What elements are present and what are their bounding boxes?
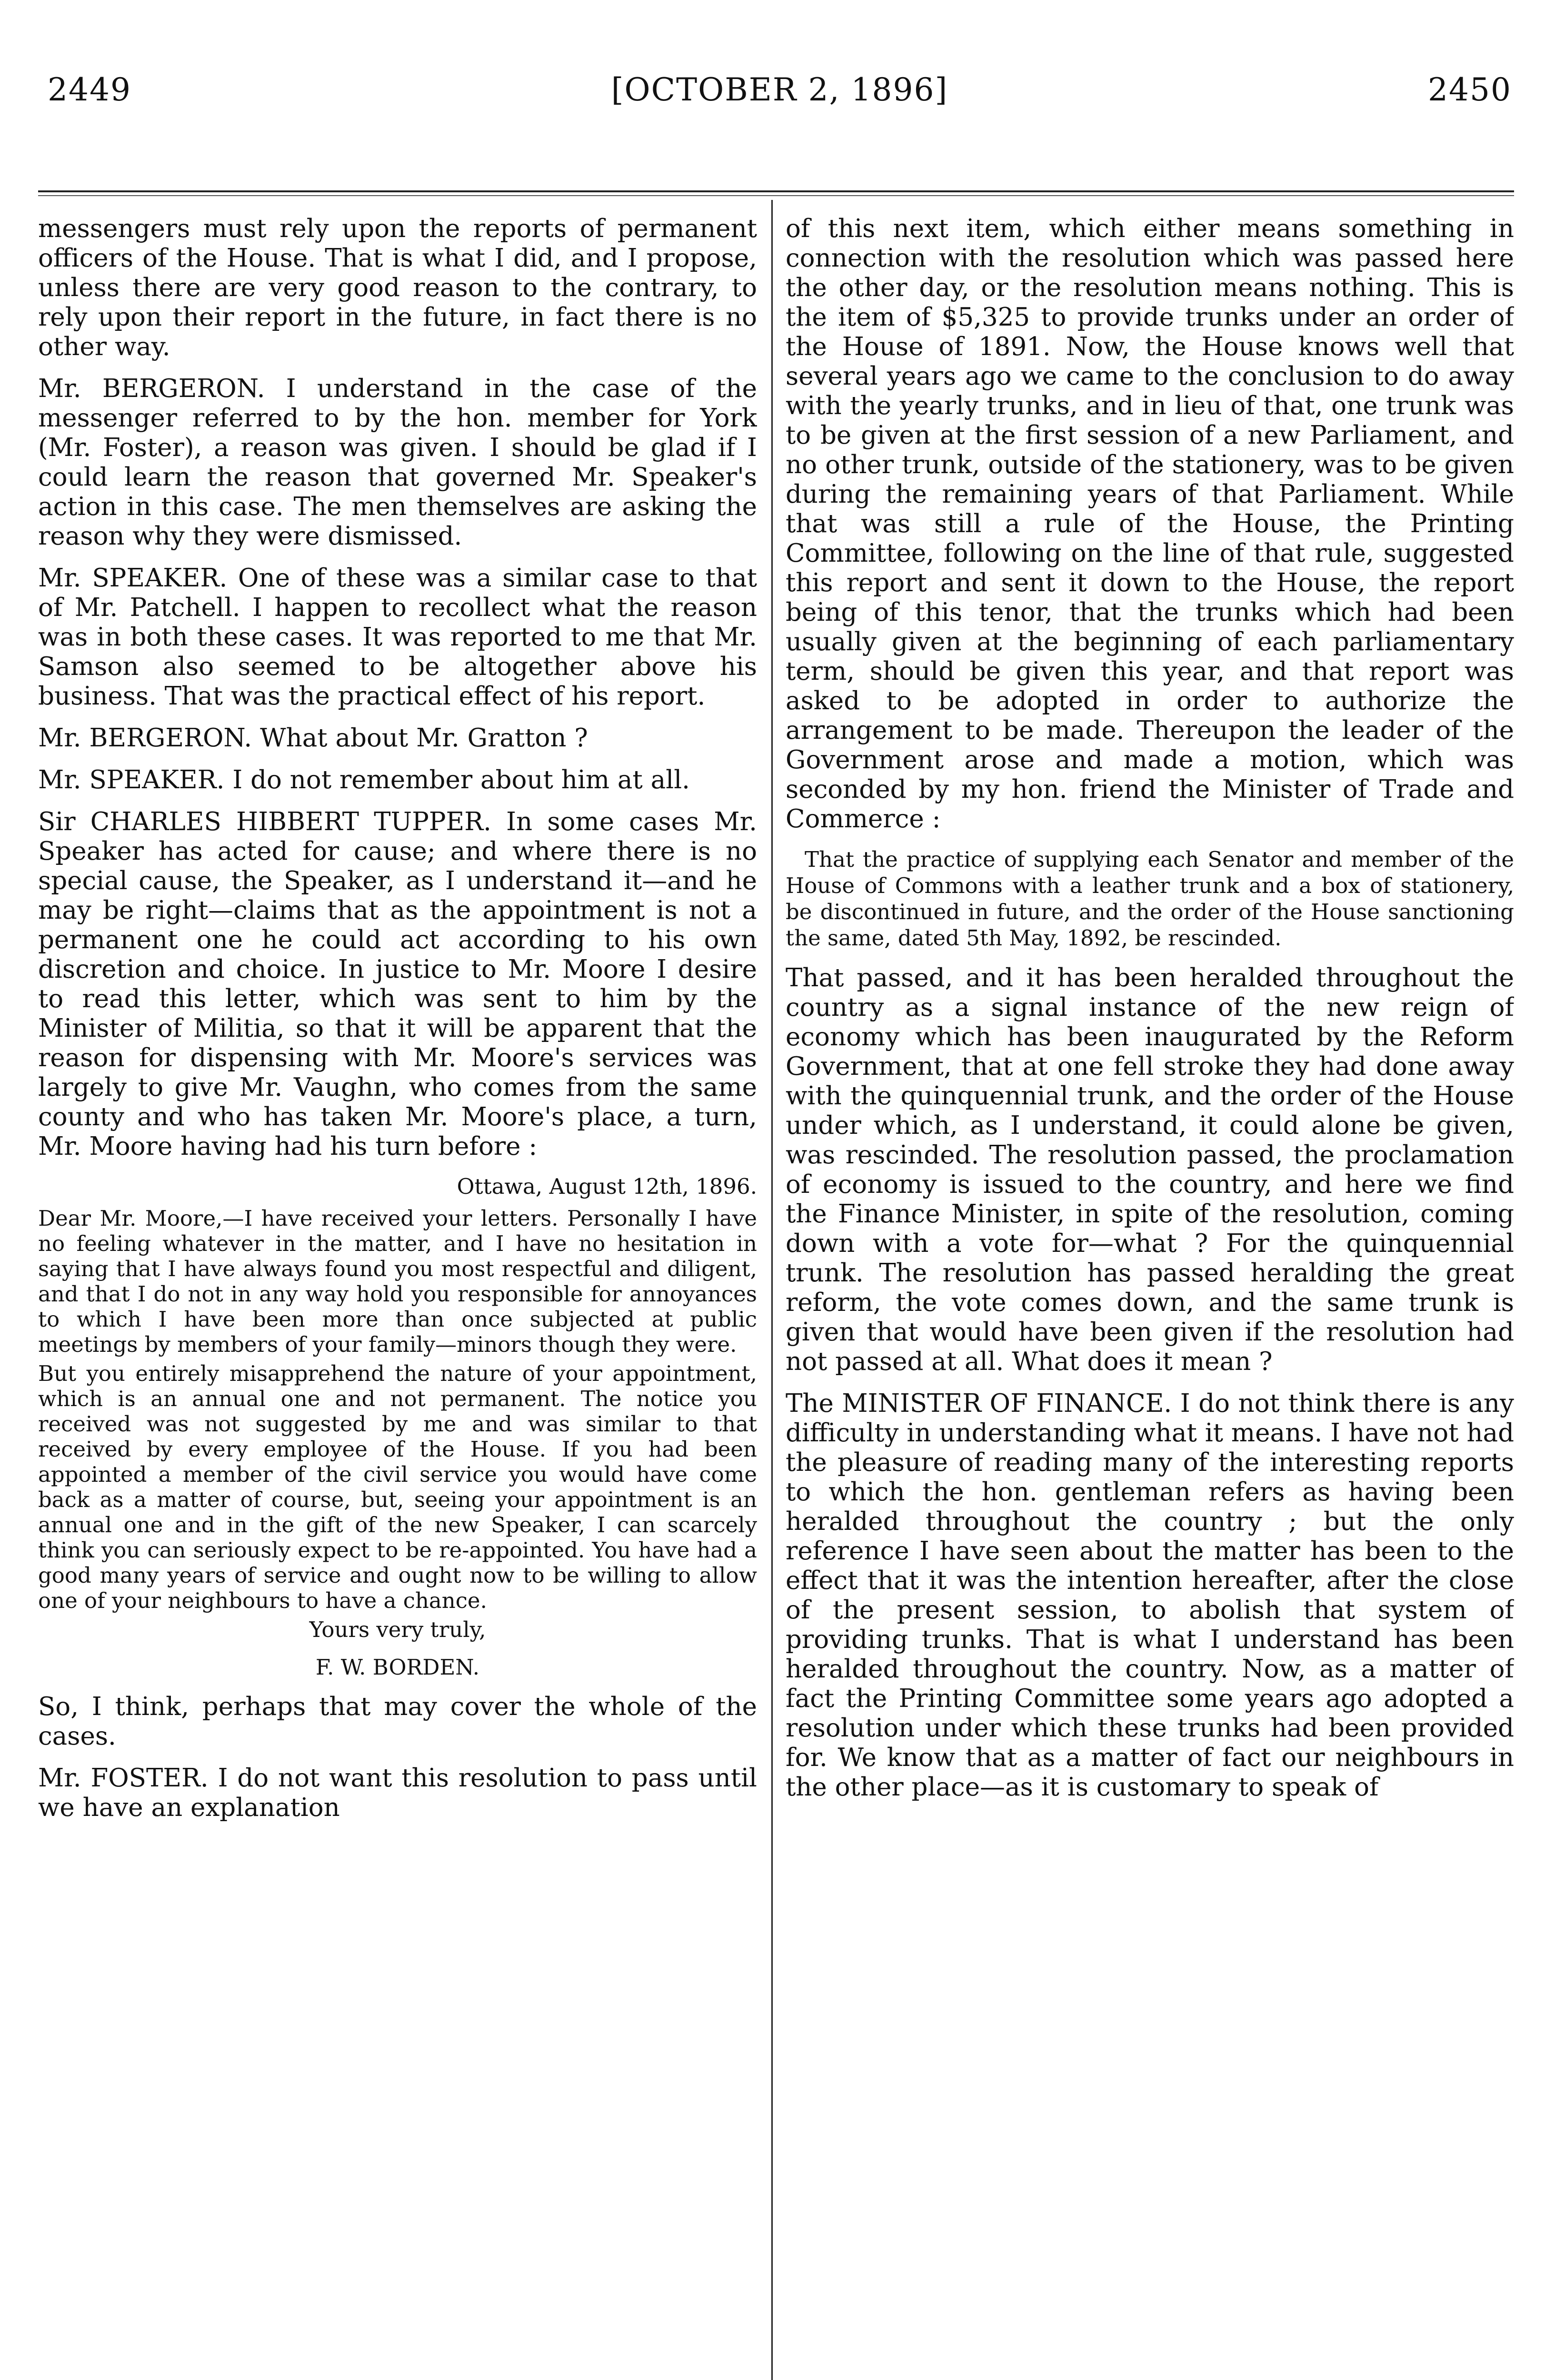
quoted-resolution: That the practice of supplying each Senator and member of the House of Commons with a leather trunk and a box of stationery, be discontinued in future, and the order of the House sanctioning the same, dated 5th May, 1892, be rescinded. <box>786 847 1514 951</box>
speech-text: In some cases Mr. Speaker has acted for cause; and where there is no special cause, the Speaker, as I understand it—and he may be right—claims that as the appointment is not a permanent one he could act according to his own discretion and choice. In justice to Mr. Moore I desire to read this letter, which was sent to him by the Minister of Militia, so that it will be apparent that the reason for dispensing with Mr. Moore's services was largely to give Mr. Vaughn, who comes from the same county and who has taken Mr. Moore's place, a turn, Mr. Moore having had his turn before : <box>38 807 757 1161</box>
letter-closing: Yours very truly, <box>309 1617 486 1642</box>
header-rule <box>38 190 1514 192</box>
letter-paragraph: But you entirely misapprehend the nature of your appointment, which is an annual one and not permanent. The notice you received was not suggested by me and was similar to that received by every employee of the House. If you had been appointed a member of the civil service you would have come back as a matter of course, but, seeing your appointment is an annual one and in the gift of the new Speaker, I can scarcely think you can seriously expect to be re-appointed. You have had a good many years of service and ought now to be willing to allow one of your neighbours to have a chance. <box>38 1361 757 1613</box>
column-divider <box>771 200 773 2380</box>
speech-text: I do not think there is any difficulty in understanding what it means. I have not had the pleasure of reading many of the interesting reports to which the hon. gentleman refers as having been heralded throughout the country ; but the only reference I have seen about the matter has been to the effect that it was the intention hereafter, after the close of the present session, to abolish that system of providing trunks. That is what I understand has been heralded throughout the country. Now, as a matter of fact the Printing Committee some years ago adopted a resolution under which these trunks had been provided for. We know that as a matter of fact our neighbours in the other place—as it is customary to speak of <box>786 1389 1514 1802</box>
speech-text: I do not remember about him at all. <box>232 765 690 794</box>
left-page-number: 2449 <box>48 71 131 108</box>
speaker-name: Mr. BERGERON. <box>38 374 265 403</box>
speech-text: One of these was a similar case to that of Mr. Patchell. I happen to recollect what the reason was in both these cases. It was reported to me that Mr. Samson also seemed to be altogether above his business. That was the practical effect of his report. <box>38 564 757 711</box>
paragraph <box>38 765 757 795</box>
page-header <box>48 71 1512 124</box>
paragraph <box>786 1389 1514 1802</box>
paragraph <box>38 564 757 711</box>
speaker-name: Mr. BERGERON. <box>38 724 252 753</box>
header-rule-secondary <box>38 195 1514 196</box>
paragraph <box>38 724 757 753</box>
paragraph: of this next item, which either means something in connection with the resolution which was passed here the other day, or the resolution means nothing. This is the item of $5,325 to provide trunks under an order of the House of 1891. Now, the House knows well that several years ago we came to the conclusion to do away with the yearly trunks, and in lieu of that, one trunk was to be given at the first session of a new Parliament, and no other trunk, outside of the stationery, was to be given during the remaining years of that Parliament. While that was still a rule of the House, the Printing Committee, following on the line of that rule, suggested this report and sent it down to the House, the report being of this tenor, that the trunks which had been usually given at the beginning of each parliamentary term, should be given this year, and that report was asked to be adopted in order to authorize the arrangement to be made. Thereupon the leader of the Government arose and made a motion, which was seconded by my hon. friend the Minister of Trade and Commerce : <box>786 214 1514 833</box>
paragraph: That passed, and it has been heralded throughout the country as a signal instance of the new reign of economy which has been inaugurated by the Reform Government, that at one fell stroke they had done away with the quinquennial trunk, and the order of the House under which, as I understand, it could alone be given, was rescinded. The resolution passed, the proclamation of economy is issued to the country, and here we find the Finance Minister, in spite of the resolution, coming down with a vote for—what ? For the quinquennial trunk. The resolution has passed heralding the great reform, the vote comes down, and the same trunk is given that would have been given if the resolution had not passed at all. What does it mean ? <box>786 963 1514 1376</box>
speaker-name: The MINISTER OF FINANCE. <box>786 1389 1172 1418</box>
letter-signature: F. W. BORDEN. <box>315 1655 480 1680</box>
paragraph: messengers must rely upon the reports of permanent officers of the House. That is what I did, and I propose, unless there are very good reason to the contrary, to rely upon their report in the future, in fact there is no other way. <box>38 214 757 361</box>
letter-date: Ottawa, August 12th, 1896. <box>457 1174 757 1199</box>
left-column <box>38 214 757 2356</box>
speaker-name: Mr. SPEAKER. <box>38 765 225 794</box>
letter-paragraph: Dear Mr. Moore,—I have received your letters. Personally I have no feeling whatever in the matter, and I have no hesitation in saying that I have always found you most respectful and diligent, and that I do not in any way hold you responsible for annoyances to which I have been more than once subjected at public meetings by members of your family—minors though they were. <box>38 1206 757 1357</box>
right-page-number: 2450 <box>1428 71 1512 108</box>
right-column <box>786 214 1514 2356</box>
paragraph <box>38 374 757 551</box>
page-date-title: [OCTOBER 2, 1896] <box>611 71 948 108</box>
speech-text: I do not want this resolution to pass until we have an explanation <box>38 1764 757 1822</box>
speaker-name: Mr. SPEAKER. <box>38 564 228 593</box>
speaker-name: Mr. FOSTER. <box>38 1764 209 1793</box>
speech-text: I understand in the case of the messenger referred to by the hon. member for York (Mr. Foster), a reason was given. I should be glad if I could learn the reason that governed Mr. Speaker's action in this case. The men themselves are asking the reason why they were dismissed. <box>38 374 757 551</box>
speech-text: What about Mr. Gratton ? <box>260 724 588 753</box>
speaker-name: Sir CHARLES HIBBERT TUPPER. <box>38 807 491 836</box>
paragraph: So, I think, perhaps that may cover the whole of the cases. <box>38 1692 757 1751</box>
paragraph <box>38 1764 757 1823</box>
paragraph <box>38 807 757 1161</box>
